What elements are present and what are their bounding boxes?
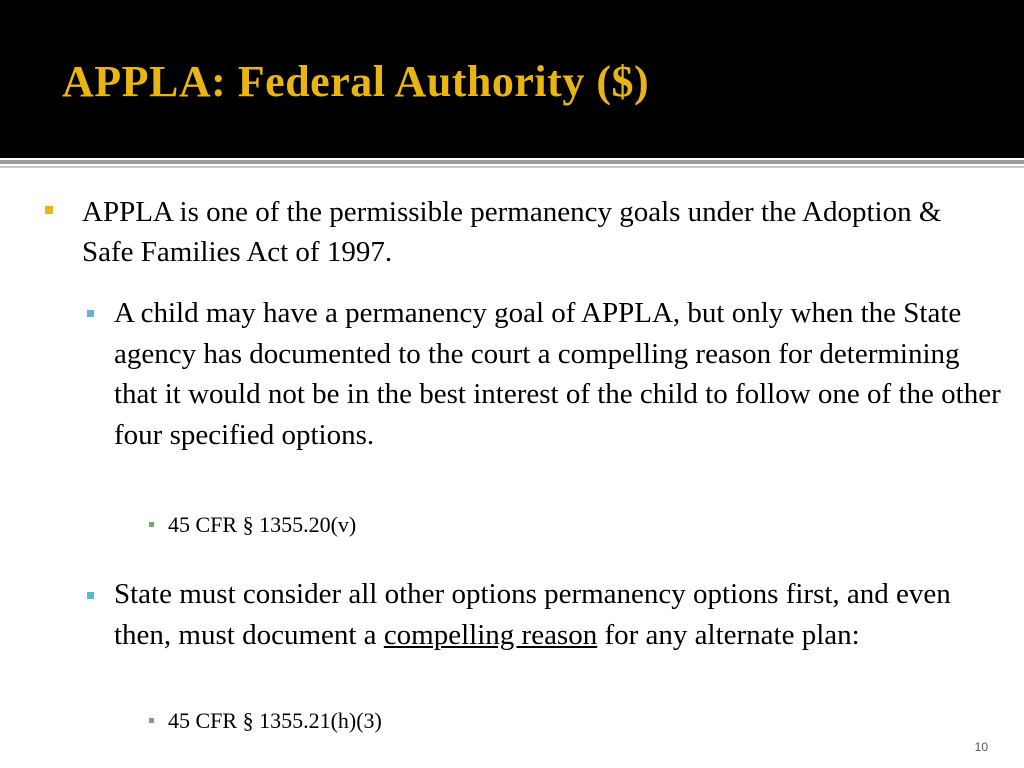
citation-text: 45 CFR § 1355.21(h)(3)	[168, 708, 382, 733]
page-number: 10	[974, 740, 988, 754]
square-bullet-icon	[149, 522, 154, 527]
bullet-text-part: State must consider all other options permanency options first, and even then, must document a	[114, 578, 951, 651]
bullet-text-part: for any alternate plan:	[597, 618, 860, 651]
bullet-text: A child may have a permanency goal of APPLA, but only when the State agency has documented to the court a compelling reason for determining that it would not be in the best interest of the child to follow one of the other four specified options.	[114, 297, 1001, 451]
square-bullet-icon	[87, 310, 94, 317]
slide-title: APPLA: Federal Authority ($)	[62, 57, 650, 106]
underlined-phrase: compelling reason	[383, 618, 598, 651]
bullet-text	[114, 574, 1002, 655]
square-bullet-icon	[45, 206, 53, 214]
bullet-text: APPLA is one of the permissible permanency goals under the Adoption & Safe Families Act of 1997.	[82, 196, 942, 268]
citation-text: 45 CFR § 1355.20(v)	[168, 512, 357, 537]
square-bullet-icon	[149, 718, 154, 723]
square-bullet-icon	[87, 592, 94, 599]
